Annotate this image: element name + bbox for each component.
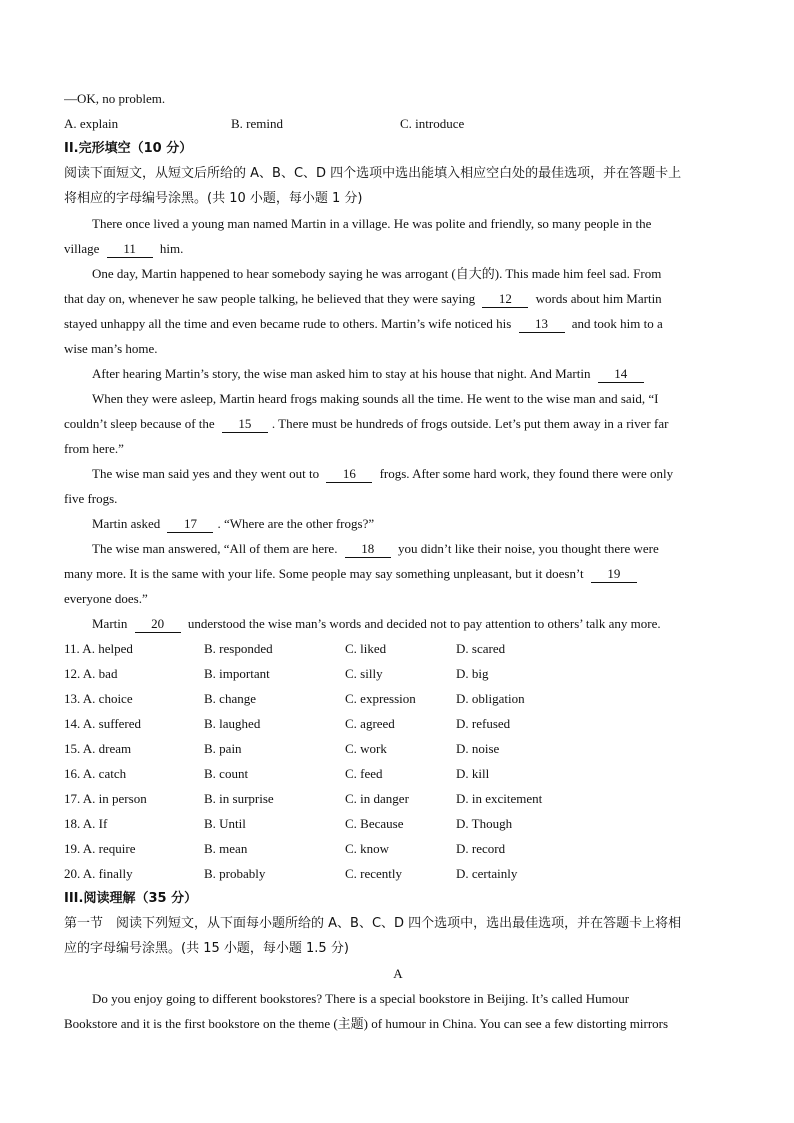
option-row: 20. A. finally B. probably C. recently D. certainly	[64, 866, 518, 881]
option-row: 16. A. catch B. count C. feed D. kill	[64, 766, 490, 781]
option-row: 11. A. helped B. responded C. liked D. scared	[64, 641, 506, 656]
passage-line: village 11 him.	[64, 241, 184, 256]
blank-13: 13	[519, 316, 565, 333]
passage-line: The wise man said yes and they went out to 16 frogs. After some hard work, they found there were only	[92, 466, 674, 481]
passage-line: After hearing Martin’s story, the wise man asked him to stay at his house that night. And Martin 14	[64, 361, 732, 386]
option-row: 14. A. suffered B. laughed C. agreed D. refused	[64, 716, 511, 731]
passage-line: The wise man answered, “All of them are here. 18 you didn’t like their noise, you thought there were	[92, 541, 659, 556]
exam-page	[64, 86, 732, 1036]
blank-11: 11	[107, 241, 153, 258]
option-row: 18. A. If B. Until C. Because D. Though	[64, 816, 513, 831]
passage-line: many more. It is the same with your life. Some people may say something unpleasant, but it doesn’t 19	[64, 561, 732, 586]
passage-line: One day, Martin happened to hear somebody saying he was arrogant (自大的). This made him feel sad. From	[92, 266, 662, 281]
passage-line: There once lived a young man named Martin in a village. He was polite and friendly, so many people in the	[92, 216, 652, 231]
passage-line: stayed unhappy all the time and even became rude to others. Martin’s wife noticed his 13 and took him to a	[64, 316, 663, 331]
option-a: A. explain	[64, 116, 119, 131]
option-row: 15. A. dream B. pain C. work D. noise	[64, 741, 500, 756]
passage-line: everyone does.”	[64, 591, 148, 606]
section3-instruction: 第一节 阅读下列短文，从下面每小题所给的 A、B、C、D 四个选项中，选出最佳选项，并在答题卡上将相	[64, 916, 682, 931]
reading-line: Bookstore and it is the first bookstore on the theme (主题) of humour in China. You can see a few distorting mirrors	[64, 1016, 669, 1031]
passage-line: Martin asked 17 . “Where are the other frogs?”	[92, 516, 375, 531]
option-c: C. introduce	[400, 116, 465, 131]
passage-line: Martin 20 understood the wise man’s words and decided not to pay attention to others’ talk any more.	[92, 616, 661, 631]
blank-20: 20	[135, 616, 181, 633]
options-list	[64, 636, 732, 886]
blank-17: 17	[167, 516, 213, 533]
blank-15: 15	[222, 416, 268, 433]
reading-line: Do you enjoy going to different bookstores? There is a special bookstore in Beijing. It’s called Humour	[92, 991, 630, 1006]
blank-12: 12	[482, 291, 528, 308]
section2-instruction-cont: 将相应的字母编号涂黑。(共 10 小题，每小题 1 分)	[64, 191, 363, 206]
passage-label: A	[393, 966, 403, 981]
option-row: 13. A. choice B. change C. expression D. obligation	[64, 691, 525, 706]
blank-16: 16	[326, 466, 372, 483]
passage-line: When they were asleep, Martin heard frogs making sounds all the time. He went to the wise man and said, “I	[92, 391, 659, 406]
blank-18: 18	[345, 541, 391, 558]
section2-instruction: 阅读下面短文，从短文后所给的 A、B、C、D 四个选项中选出能填入相应空白处的最佳选项，并在答题卡上	[64, 166, 682, 181]
section3-heading: III.阅读理解（35 分）	[64, 891, 198, 906]
q10-options	[64, 111, 732, 136]
passage-line: that day on, whenever he saw people talking, he believed that they were saying 12 words about him Martin	[64, 291, 662, 306]
section3-instruction-cont: 应的字母编号涂黑。(共 15 小题，每小题 1.5 分)	[64, 941, 349, 956]
passage-line: five frogs.	[64, 491, 118, 506]
passage-line: wise man’s home.	[64, 341, 158, 356]
blank-19: 19	[591, 566, 637, 583]
option-b: B. remind	[231, 116, 283, 131]
passage-line: couldn’t sleep because of the 15 . There must be hundreds of frogs outside. Let’s put them away in a river far	[64, 416, 669, 431]
blank-14: 14	[598, 366, 644, 383]
option-row: 12. A. bad B. important C. silly D. big	[64, 666, 489, 681]
dialog-line: —OK, no problem.	[64, 91, 166, 106]
section2-heading: II.完形填空（10 分）	[64, 141, 193, 156]
passage-line: from here.”	[64, 441, 124, 456]
option-row: 19. A. require B. mean C. know D. record	[64, 841, 506, 856]
option-row: 17. A. in person B. in surprise C. in danger D. in excitement	[64, 791, 543, 806]
